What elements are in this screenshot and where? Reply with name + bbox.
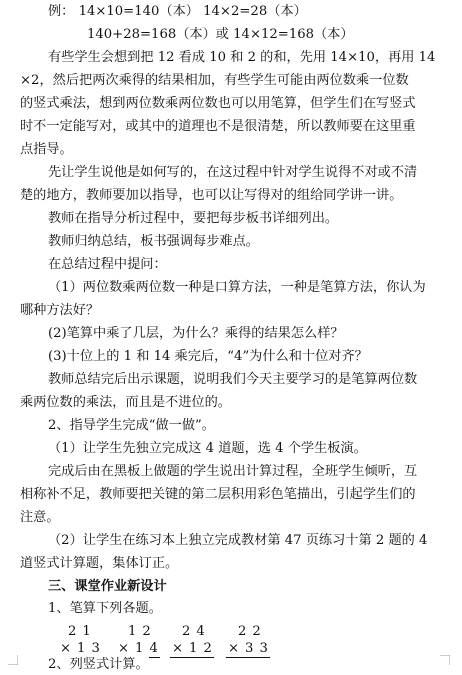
paragraph-line: 教师总结完后出示课题，说明我们今天主要学习的是笔算两位数 (48, 372, 418, 387)
paragraph-line: 时不一定能写对，或其中的道理也不是很清楚，所以教师要在这里重 (20, 119, 416, 134)
section-step-2: 2、指导学生完成“做一做”。 (48, 418, 215, 433)
paragraph-line: 相称补不足，教师要把关键的第二层积用彩色笔描出，引起学生们的 (20, 487, 416, 502)
question-2: (2)笔算中乘了几层，为什么？乘得的结果怎么样？ (48, 326, 344, 341)
paragraph-line: 乘两位数的乘法，而且是不进位的。 (20, 395, 231, 410)
paragraph-line: 道竖式计算题，集体订正。 (20, 556, 179, 571)
question-1-cont: 哪种方法好？ (20, 303, 100, 318)
crop-mark-bottom-left (8, 655, 18, 665)
example-line-1: 例： 14×10=140（本） 14×2=28（本） (48, 4, 307, 19)
exercise-1-title: 1、笔算下列各题。 (48, 601, 162, 616)
problem-top: 12 (128, 624, 157, 639)
paragraph-line: ×2，然后把两次乘得的结果相加，有些学生可能由两位数乘一位数 (20, 73, 409, 88)
paragraph-line: 楚的地方，教师要加以指导，也可以让写得对的组给同学讲一讲。 (20, 188, 403, 203)
exercise-2-title: 2、列竖式计算。 (48, 657, 149, 672)
problem-top: 21 (68, 624, 97, 639)
paragraph-line: 的竖式乘法，想到两位数乘两位数也可以用笔算，但学生们在写竖式 (20, 96, 416, 111)
problem-top: 22 (238, 624, 267, 639)
problem-bottom: ×33 (228, 641, 274, 656)
problem-top: 24 (182, 624, 211, 639)
paragraph-line: 教师归纳总结，板书强调每步难点。 (48, 234, 259, 249)
problem-underline (226, 657, 270, 658)
paragraph-line: （2）让学生在练习本上独立完成教材第 47 页练习十第 2 题的 4 (48, 533, 428, 548)
paragraph-line: 点指导。 (20, 142, 73, 157)
paragraph-line: 完成后由在黑板上做题的学生说出计算过程，全班学生倾听，互 (48, 464, 418, 479)
example-line-2: 140+28=168（本）或 14×12=168（本） (87, 27, 354, 42)
problem-underline (170, 657, 214, 658)
section-heading: 三、课堂作业新设计 (48, 579, 167, 594)
problem-bottom: ×14 (118, 641, 164, 656)
question-3: (3)十位上的 1 和 14 乘完后，“4”为什么和十位对齐？ (48, 349, 368, 364)
paragraph-line: 在总结过程中提问： (48, 257, 167, 272)
paragraph-line: （1）让学生先独立完成这 4 道题，选 4 个学生板演。 (48, 441, 367, 456)
paragraph-line: 教师在指导分析过程中，要把每步板书详细列出。 (48, 211, 339, 226)
problem-bottom: ×13 (60, 641, 106, 656)
question-1: （1）两位数乘两位数一种是口算方法，一种是笔算方法，你认为 (48, 280, 426, 295)
paragraph-line: 先让学生说他是如何写的，在这过程中针对学生说得不对或不清 (48, 165, 418, 180)
crop-mark-bottom-right (440, 655, 450, 665)
paragraph-line: 注意。 (20, 510, 60, 525)
paragraph-line: 有些学生会想到把 12 看成 10 和 2 的和，先用 14×10，再用 14 (48, 50, 436, 65)
problem-bottom: ×12 (172, 641, 218, 656)
